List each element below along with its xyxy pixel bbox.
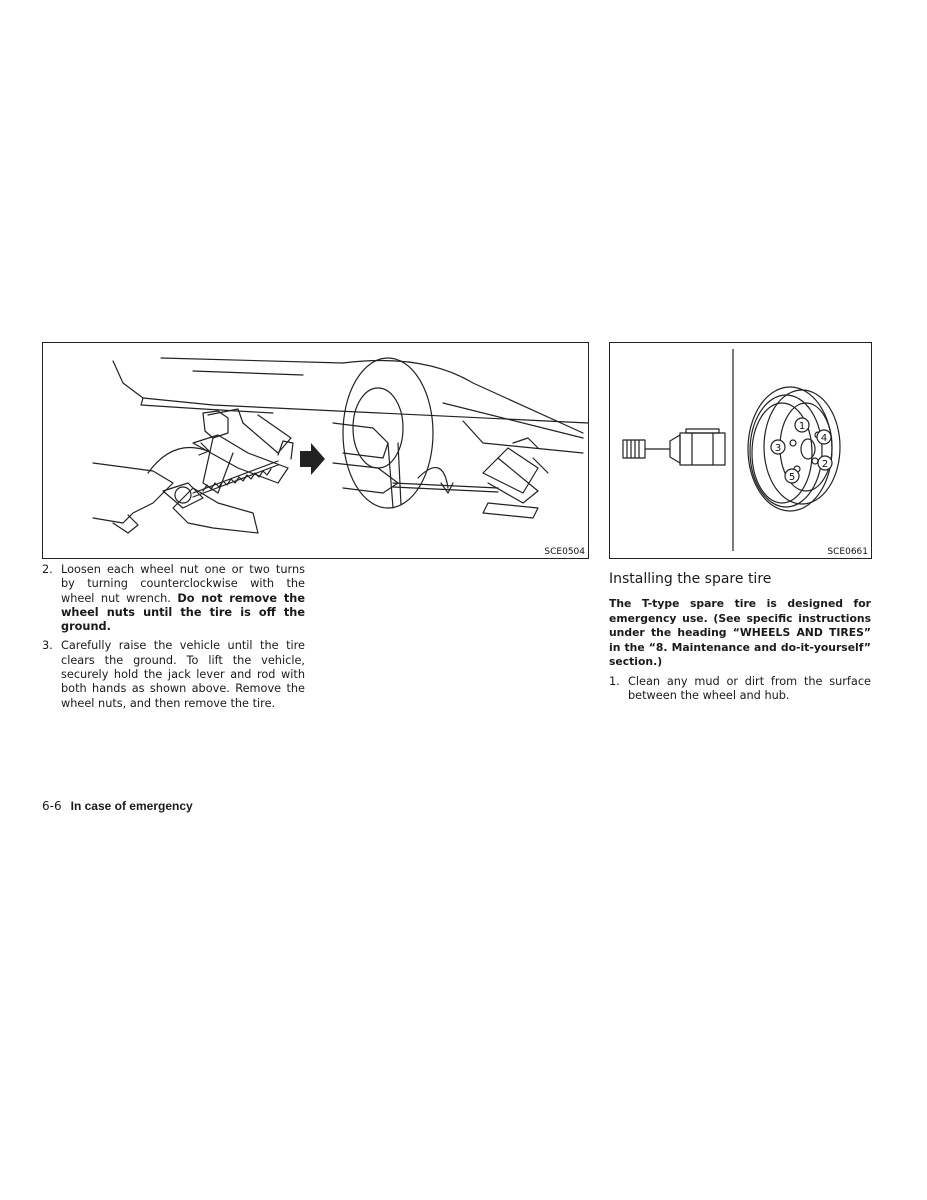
figure-code: SCE0504 [544,547,585,557]
step-number: 3. [42,639,53,653]
figure-code: SCE0661 [827,547,868,557]
step-text: Clean any mud or dirt from the surface between the wheel and hub. [628,674,871,703]
step-number: 2. [42,563,53,576]
step-warning: Do not remove the wheel nuts until the tire is off the ground. [61,591,305,634]
page-number: 6-6 [42,799,62,813]
wheel-drawing [610,343,871,558]
intro-paragraph: The T-type spare tire is designed for emergency use. (See specific instructions under the heading “WHEELS AND TIRES” in the “8. Maintenance and do-it-yourself” section.) [609,597,871,669]
nut-number-4: 4 [820,433,828,444]
page-footer [42,799,193,813]
step-list [42,563,305,711]
step-item [42,639,305,710]
step-item [42,563,305,634]
step-text: Carefully raise the vehicle until the tire clears the ground. To lift the vehicle, securely hold the jack lever and rod with both hands as shown above. Remove the wheel nuts, and then remove the tire. [61,639,305,710]
chapter-title: In case of emergency [70,799,193,813]
nut-number-3: 3 [774,443,782,454]
nut-number-5: 5 [788,472,796,483]
jack-illustration [42,342,589,559]
left-column [42,563,305,716]
step-list [609,675,871,704]
step-item [609,675,871,704]
nut-number-2: 2 [821,459,829,470]
section-heading: Installing the spare tire [609,571,772,587]
step-number: 1. [609,674,620,688]
jack-drawing [43,343,588,558]
step-text: Loosen each wheel nut one or two turns by turning counterclockwise with the wheel nut wrench. [61,563,305,605]
nut-number-1: 1 [798,421,806,432]
right-column [609,570,871,709]
wheel-nut-illustration [609,342,872,559]
